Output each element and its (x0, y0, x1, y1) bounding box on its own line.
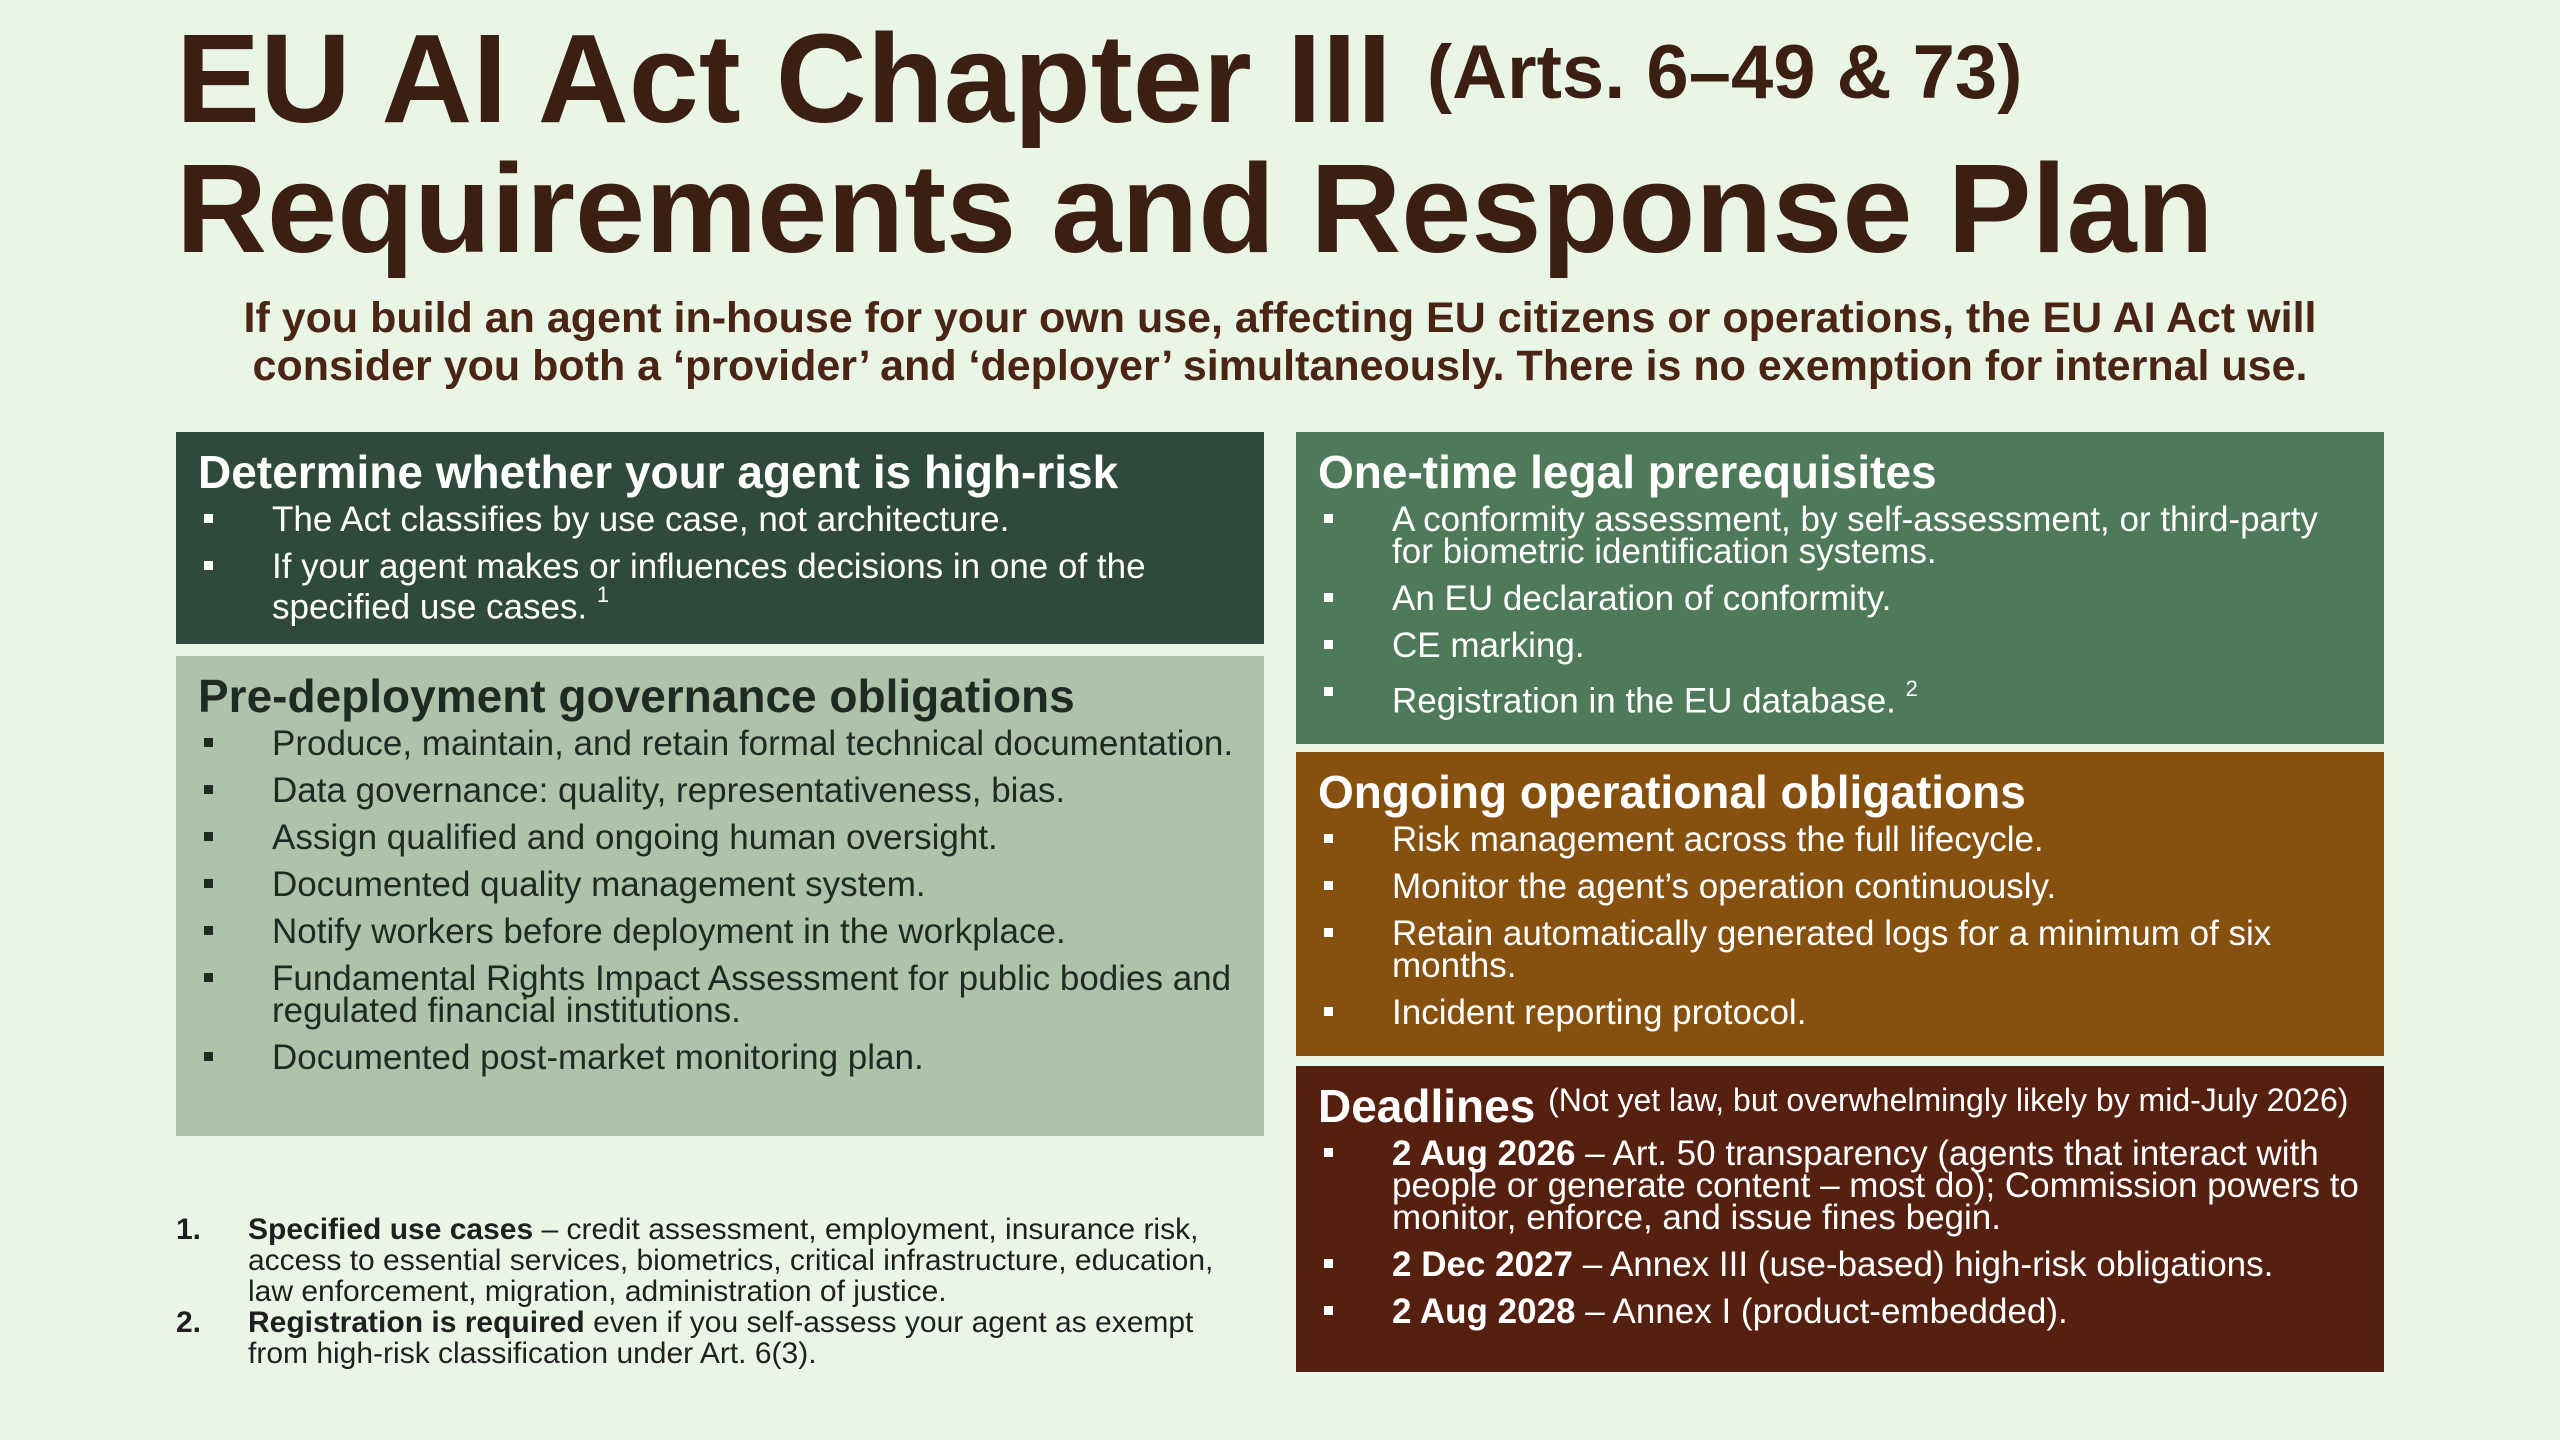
deadlines-list (1318, 1134, 2362, 1331)
bullet-icon (204, 926, 213, 935)
bullet-icon (204, 785, 213, 794)
ongoing-obligations-list (1318, 820, 2362, 1032)
list-item: Registration in the EU database. $^2$ (1318, 677, 2362, 718)
bullet-icon (1324, 593, 1333, 602)
list-item: The Act classifies by use case, not architecture. (198, 504, 1242, 536)
list-item: Monitor the agent’s operation continuously. (1318, 871, 2362, 903)
list-item: Incident reporting protocol. (1318, 997, 2362, 1029)
title-articles: (Arts. 6–49 & 73) (1426, 30, 2023, 115)
deadline-text: – Annex III (use-based) high-risk obligations. (1572, 1245, 2274, 1284)
footnote-ref: 1 (596, 582, 610, 607)
list-item: An EU declaration of conformity. (1318, 583, 2362, 615)
legal-prerequisites-list (1318, 500, 2362, 721)
list-item: Data governance: quality, representativeness, bias. (198, 775, 1242, 807)
footnote-term: Registration is required (248, 1306, 585, 1339)
bullet-icon (204, 832, 213, 841)
deadline-text: – Art. 50 transparency (agents that interact with people or generate content – most do); Commission powers to monitor, enforce, and issue fines begin. (1392, 1134, 2359, 1237)
bullet-icon (1324, 834, 1333, 843)
list-item: Documented quality management system. (198, 869, 1242, 901)
deadlines-note: (Not yet law, but overwhelmingly likely by mid-July 2026) (1548, 1082, 2349, 1118)
legal-prerequisites-heading: One-time legal prerequisites (1318, 446, 1937, 498)
footnote-number: 1. (176, 1213, 202, 1246)
list-item: Documented post-market monitoring plan. (198, 1042, 1242, 1074)
subtitle-line-2: consider you both a ‘provider’ and ‘deployer’ simultaneously. There is no exemption for internal use. (252, 342, 2308, 390)
page-title (176, 8, 2476, 279)
footnote-text: even if you self-assess your agent as exempt from high-risk classification under Art. 6(3). (248, 1306, 1194, 1370)
bullet-icon (1324, 514, 1333, 523)
ongoing-obligations-heading: Ongoing operational obligations (1318, 766, 2026, 818)
list-item: Assign qualified and ongoing human oversight. (198, 822, 1242, 854)
title-main: EU AI Act Chapter III (176, 8, 1392, 149)
deadline-date: 2 Aug 2026 (1392, 1134, 1576, 1173)
deadline-date: 2 Dec 2027 (1392, 1245, 1573, 1284)
list-item (1318, 1245, 2362, 1284)
bullet-icon (204, 738, 213, 747)
bullet-icon (1324, 928, 1333, 937)
list-item: CE marking. (1318, 630, 2362, 662)
bullet-icon (1324, 1306, 1333, 1315)
deadlines-heading: Deadlines $^{(Not yet law, but overwhelmingly likely by mid-July 2026)}$ (1318, 1080, 2349, 1132)
pre-deployment-heading: Pre-deployment governance obligations (198, 670, 1075, 722)
list-item: Produce, maintain, and retain formal technical documentation. (198, 728, 1242, 760)
list-item: If your agent makes or influences decisions in one of the specified use cases. $^1$ (198, 551, 1242, 624)
list-item: A conformity assessment, by self-assessment, or third-party for biometric identification systems. (1318, 504, 2362, 568)
bullet-icon (1324, 687, 1333, 696)
list-item: Retain automatically generated logs for a minimum of six months. (1318, 918, 2362, 982)
footnote (176, 1214, 1256, 1307)
footnote (176, 1307, 1256, 1369)
title-line-2: Requirements and Response Plan (176, 138, 2214, 279)
bullet-icon (1324, 881, 1333, 890)
bullet-icon (1324, 1259, 1333, 1268)
list-item: Fundamental Rights Impact Assessment for public bodies and regulated financial institutions. (198, 963, 1242, 1027)
bullet-icon (204, 1052, 213, 1061)
deadlines-box (1296, 1066, 2384, 1372)
footnote-ref: 2 (1905, 676, 1918, 701)
subtitle-line-1: If you build an agent in-house for your own use, affecting EU citizens or operations, the EU AI Act will (243, 294, 2317, 342)
legal-prerequisites-box (1296, 432, 2384, 744)
bullet-icon (204, 561, 213, 570)
list-item: Risk management across the full lifecycle. (1318, 824, 2362, 856)
deadline-date: 2 Aug 2028 (1392, 1292, 1576, 1331)
bullet-icon (1324, 640, 1333, 649)
high-risk-list (198, 500, 1242, 627)
footnote-term: Specified use cases (248, 1213, 534, 1246)
subtitle (150, 294, 2410, 390)
footnotes (176, 1214, 1256, 1369)
bullet-icon (1324, 1007, 1333, 1016)
high-risk-heading: Determine whether your agent is high-risk (198, 446, 1119, 498)
list-item (1318, 1292, 2362, 1331)
bullet-icon (204, 973, 213, 982)
pre-deployment-list (198, 724, 1242, 1077)
list-item: Notify workers before deployment in the workplace. (198, 916, 1242, 948)
footnote-number: 2. (176, 1306, 202, 1339)
bullet-icon (204, 514, 213, 523)
footnote-text: – credit assessment, employment, insurance risk, access to essential services, biometrics, critical infrastructure, education, law enforcement, migration, administration of justice. (248, 1213, 1214, 1308)
bullet-icon (204, 879, 213, 888)
bullet-icon (1324, 1148, 1333, 1157)
ongoing-obligations-box (1296, 752, 2384, 1056)
high-risk-box (176, 432, 1264, 644)
deadline-text: – Annex I (product-embedded). (1575, 1292, 2068, 1331)
title-line-1 (176, 8, 2476, 149)
pre-deployment-box (176, 656, 1264, 1136)
list-item (1318, 1134, 2362, 1237)
